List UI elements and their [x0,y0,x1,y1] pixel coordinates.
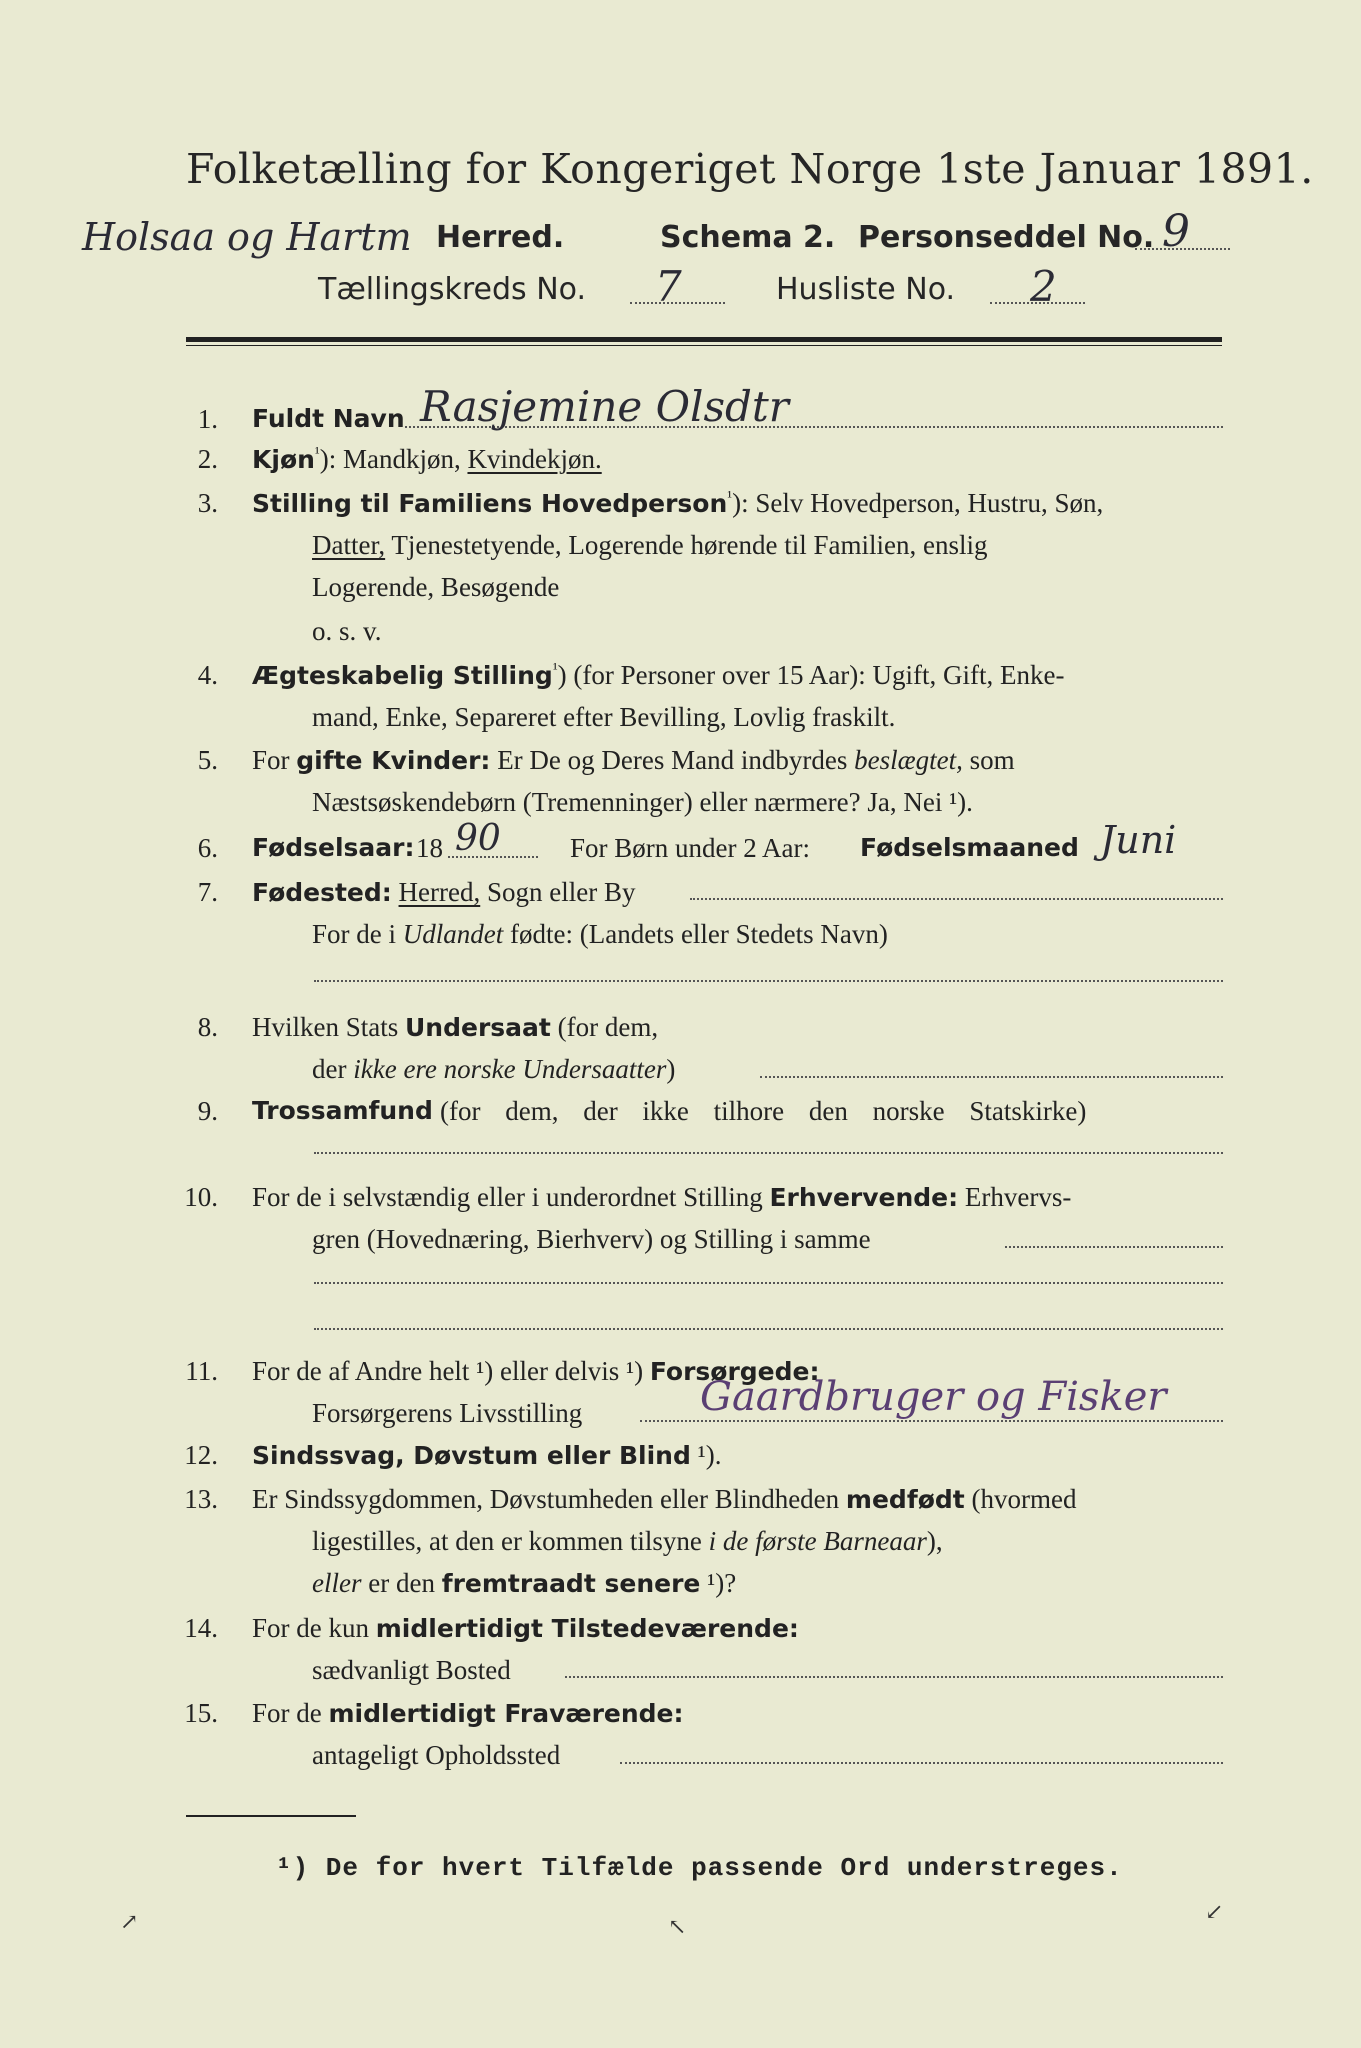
q7-number: 7. [197,877,218,907]
q6-number: 6. [197,833,218,863]
stray-mark: ↖ [668,1915,687,1940]
q10-line2: gren (Hovednæring, Bierhverv) og Stilling i samme [312,1224,871,1254]
q6-label2: Fødselsmaaned [860,833,1079,862]
q5-number: 5. [197,745,218,775]
q11-line2: Forsørgerens Livsstilling [312,1398,583,1428]
q3-number: 3. [197,488,218,518]
q1-answer-name: Rasjemine Olsdtr [420,382,789,431]
q3-selected-datter: Datter, [312,530,386,560]
q15-line1: For de midlertidigt Fraværende: [252,1698,684,1728]
q10-line1: For de i selvstændig eller i underordnet Stilling Erhvervende: Erhvervs- [252,1182,1072,1212]
q11-answer-livsstilling: Gaardbruger og Fisker [700,1374,1167,1420]
q8-line1: Hvilken Stats Undersaat (for dem, [252,1012,659,1042]
q6-mid: For Børn under 2 Aar: [570,833,810,863]
q12-number: 12. [184,1440,218,1470]
q15-line2: antageligt Opholdssted [312,1740,561,1770]
stray-mark: ↙ [1205,1900,1224,1925]
header-rule-thick [186,337,1222,342]
stray-mark: ↗ [120,1910,139,1935]
q14-line1: For de kun midlertidigt Tilstedeværende: [252,1613,799,1643]
q6-year-prefix: 18 [416,833,443,863]
q6-label: Fødselsaar: [252,833,415,862]
q9-label: Trossamfund [252,1096,433,1125]
q1-label: Fuldt Navn [252,404,405,433]
taellingskreds-label: Tællingskreds No. [318,272,586,307]
q10-number: 10. [184,1182,218,1212]
q5-line2: Næstsøskendebørn (Tremenninger) eller nærmere? Ja, Nei ¹). [312,787,973,817]
q3-line2: Datter, Tjenestetyende, Logerende hørende til Familien, enslig [312,530,988,560]
q13-line1: Er Sindssygdommen, Døvstumheden eller Blindheden medfødt (hvormed [252,1484,1077,1514]
q12-line: Sindssvag, Døvstum eller Blind ¹). [252,1440,722,1470]
schema-label: Schema 2. [660,220,836,255]
q11-number: 11. [185,1356,218,1386]
footnote-rule [186,1815,356,1817]
q3-line4: o. s. v. [312,616,382,646]
herred-handwritten: Holsaa og Hartm [82,215,412,259]
header-rule-thin [186,345,1222,346]
q7-line2: For de i Udlandet fødte: (Landets eller Stedets Navn) [312,919,888,949]
taellingskreds-value: 7 [655,262,682,311]
q1-number: 1. [197,404,218,434]
personseddel-value: 9 [1162,206,1190,257]
q4-number: 4. [197,660,218,690]
q7-line1: Fødested: Herred, Sogn eller By [252,877,636,907]
q4-line2: mand, Enke, Separeret efter Bevilling, Lovlig fraskilt. [312,702,896,732]
husliste-value: 2 [1030,262,1057,311]
q14-line2: sædvanligt Bosted [312,1655,511,1685]
q4-line1: Ægteskabelig Stilling$^{^1}$) (for Personer over 15 Aar): Ugift, Gift, Enke- [252,660,1065,690]
q15-number: 15. [184,1698,218,1728]
q2-line: Kjøn$^{^1}$): Mandkjøn, Kvindekjøn. [252,444,602,474]
q9-rest: (for dem, der ikke tilhore den norske Statskirke) [440,1096,1087,1126]
q8-number: 8. [197,1012,218,1042]
q3-line1: Stilling til Familiens Hovedperson$^{^1}$): Selv Hovedperson, Hustru, Søn, [252,488,1104,518]
q13-line2: ligestilles, at den er kommen tilsyne i de første Barneaar), [312,1526,943,1556]
footnote: ¹) De for hvert Tilfælde passende Ord understreges. [276,1853,1123,1883]
form-title: Folketælling for Kongeriget Norge 1ste Januar 1891. [186,145,1314,193]
q8-line2: der ikke ere norske Undersaatter) [312,1054,676,1084]
q6-month-value: Juni [1100,818,1177,862]
q13-line3: eller er den fremtraadt senere ¹)? [312,1568,737,1598]
husliste-label: Husliste No. [776,272,956,307]
q2-number: 2. [197,444,218,474]
herred-label: Herred. [436,220,565,255]
q13-number: 13. [184,1484,218,1514]
q3-line3: Logerende, Besøgende [312,572,560,602]
q7-selected-herred: Herred, [398,877,481,907]
q11-line1: For de af Andre helt ¹) eller delvis ¹) Forsørgede: [252,1356,820,1386]
personseddel-label: Personseddel No. [858,220,1155,255]
q2-selected-kvindekjon: Kvindekjøn. [467,444,602,474]
q5-line1: For gifte Kvinder: Er De og Deres Mand indbyrdes beslægtet, som [252,745,1015,775]
q6-year-value: 90 [455,818,501,859]
q9-number: 9. [197,1096,218,1126]
q14-number: 14. [184,1613,218,1643]
